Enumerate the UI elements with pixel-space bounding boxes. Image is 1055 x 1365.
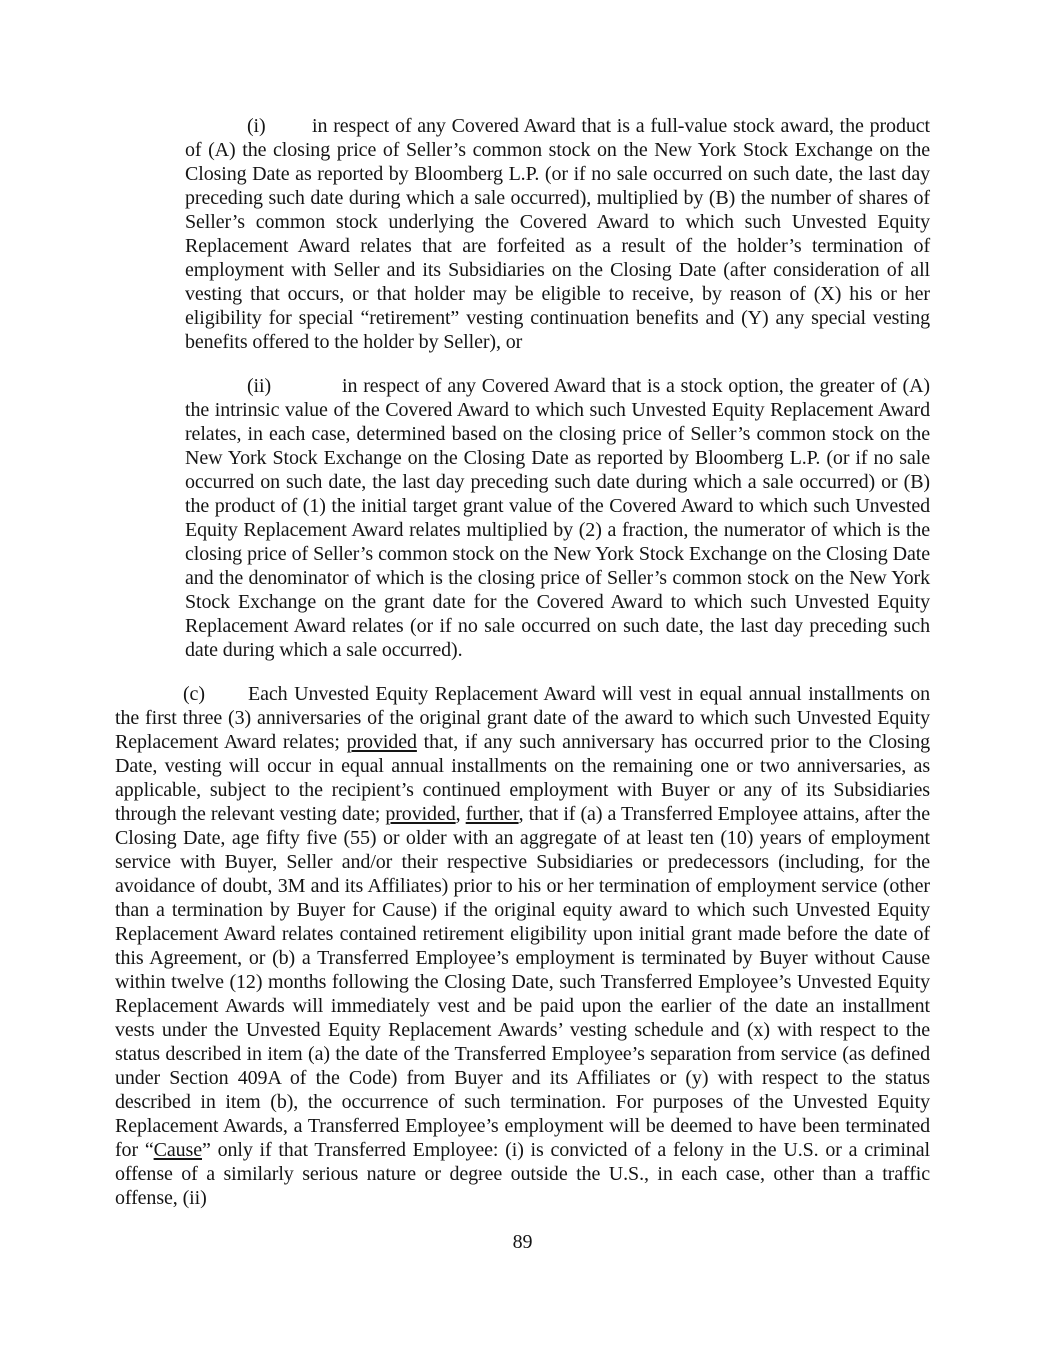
clause-i-label: (i) (247, 115, 266, 137)
clause-i-paragraph (185, 114, 930, 354)
clause-i-text (185, 115, 930, 353)
underlined-term: provided (385, 803, 456, 825)
clause-c-paragraph (115, 682, 930, 1210)
underlined-term: Cause (153, 1139, 202, 1161)
clause-c-label: (c) (183, 683, 205, 705)
underlined-term: provided (346, 731, 417, 753)
text-run: that, if any such anniversary has occurred prior to the Closing Date, vesting will occur in equal annual installments on the remaining one or two anniversaries, as applicable, subject to the recipient’s continued employment with Buyer or any of its Subsidiaries through the relevant vesting date; (115, 731, 930, 825)
text-run: Each Unvested Equity Replacement Award will vest in equal annual installments on the first three (3) anniversaries of the original grant date of the award to which such Unvested Equity Replacement Award relates; (115, 683, 930, 753)
clause-ii-label: (ii) (247, 375, 272, 397)
clause-c-text (115, 683, 930, 1209)
text-run: , (455, 803, 466, 825)
text-run: in respect of any Covered Award that is a stock option, the greater of (A) the intrinsic value of the Covered Award to which such Unvested Equity Replacement Award relates, in each case, determined based on the closing price of Seller’s common stock on the New York Stock Exchange on the Closing Date as reported by Bloomberg L.P. (or if no sale occurred on such date, the last day preceding such date during which a sale occurred) or (B) the product of (1) the initial target grant value of the Covered Award to which such Unvested Equity Replacement Award relates multiplied by (2) a fraction, the numerator of which is the closing price of Seller’s common stock on the New York Stock Exchange on the Closing Date and the denominator of which is the closing price of Seller’s common stock on the New York Stock Exchange on the grant date for the Covered Award to which such Unvested Equity Replacement Award relates (or if no sale occurred on such date, the last day preceding such date during which a sale occurred). (185, 375, 930, 661)
text-run: , that if (a) a Transferred Employee attains, after the Closing Date, age fifty five (55) or older with an aggregate of at least ten (10) years of employment service with Buyer, Seller and/or their respective Subsidiaries or predecessors (including, for the avoidance of doubt, 3M and its Affiliates) prior to his or her termination of employment service (other than a termination by Buyer for Cause) if the original equity award to which such Unvested Equity Replacement Award relates contained retirement eligibility upon initial grant made before the date of this Agreement, or (b) a Transferred Employee’s employment is terminated by Buyer without Cause within twelve (12) months following the Closing Date, such Transferred Employee’s Unvested Equity Replacement Awards will immediately vest and be paid upon the earlier of the date an installment vests under the Unvested Equity Replacement Awards’ vesting schedule and (x) with respect to the status described in item (a) the date of the Transferred Employee’s separation from service (as defined under Section 409A of the Code) from Buyer and its Affiliates or (y) with respect to the status described in item (b), the occurrence of such termination. For purposes of the Unvested Equity Replacement Awards, a Transferred Employee’s employment will be deemed to have been terminated for “ (115, 803, 930, 1161)
page-number: 89 (512, 1231, 533, 1253)
clause-ii-text (185, 375, 930, 661)
text-run: in respect of any Covered Award that is a full-value stock award, the product of (A) the closing price of Seller’s common stock on the New York Stock Exchange on the Closing Date as reported by Bloomberg L.P. (or if no sale occurred on such date, the last day preceding such date during which a sale occurred), multiplied by (B) the number of shares of Seller’s common stock underlying the Covered Award to which such Unvested Equity Replacement Award relates that are forfeited as a result of the holder’s termination of employment with Seller and its Subsidiaries on the Closing Date (after consideration of all vesting that occurs, or that holder may be eligible to receive, by reason of (X) his or her eligibility for special “retirement” vesting continuation benefits and (Y) any special vesting benefits offered to the holder by Seller), or (185, 115, 930, 353)
text-run: ” only if that Transferred Employee: (i) is convicted of a felony in the U.S. or a criminal offense of a similarly serious nature or degree outside the U.S., in each case, other than a traffic offense, (ii) (115, 1139, 931, 1209)
clause-ii-paragraph (185, 374, 930, 662)
underlined-term: further (465, 803, 519, 825)
